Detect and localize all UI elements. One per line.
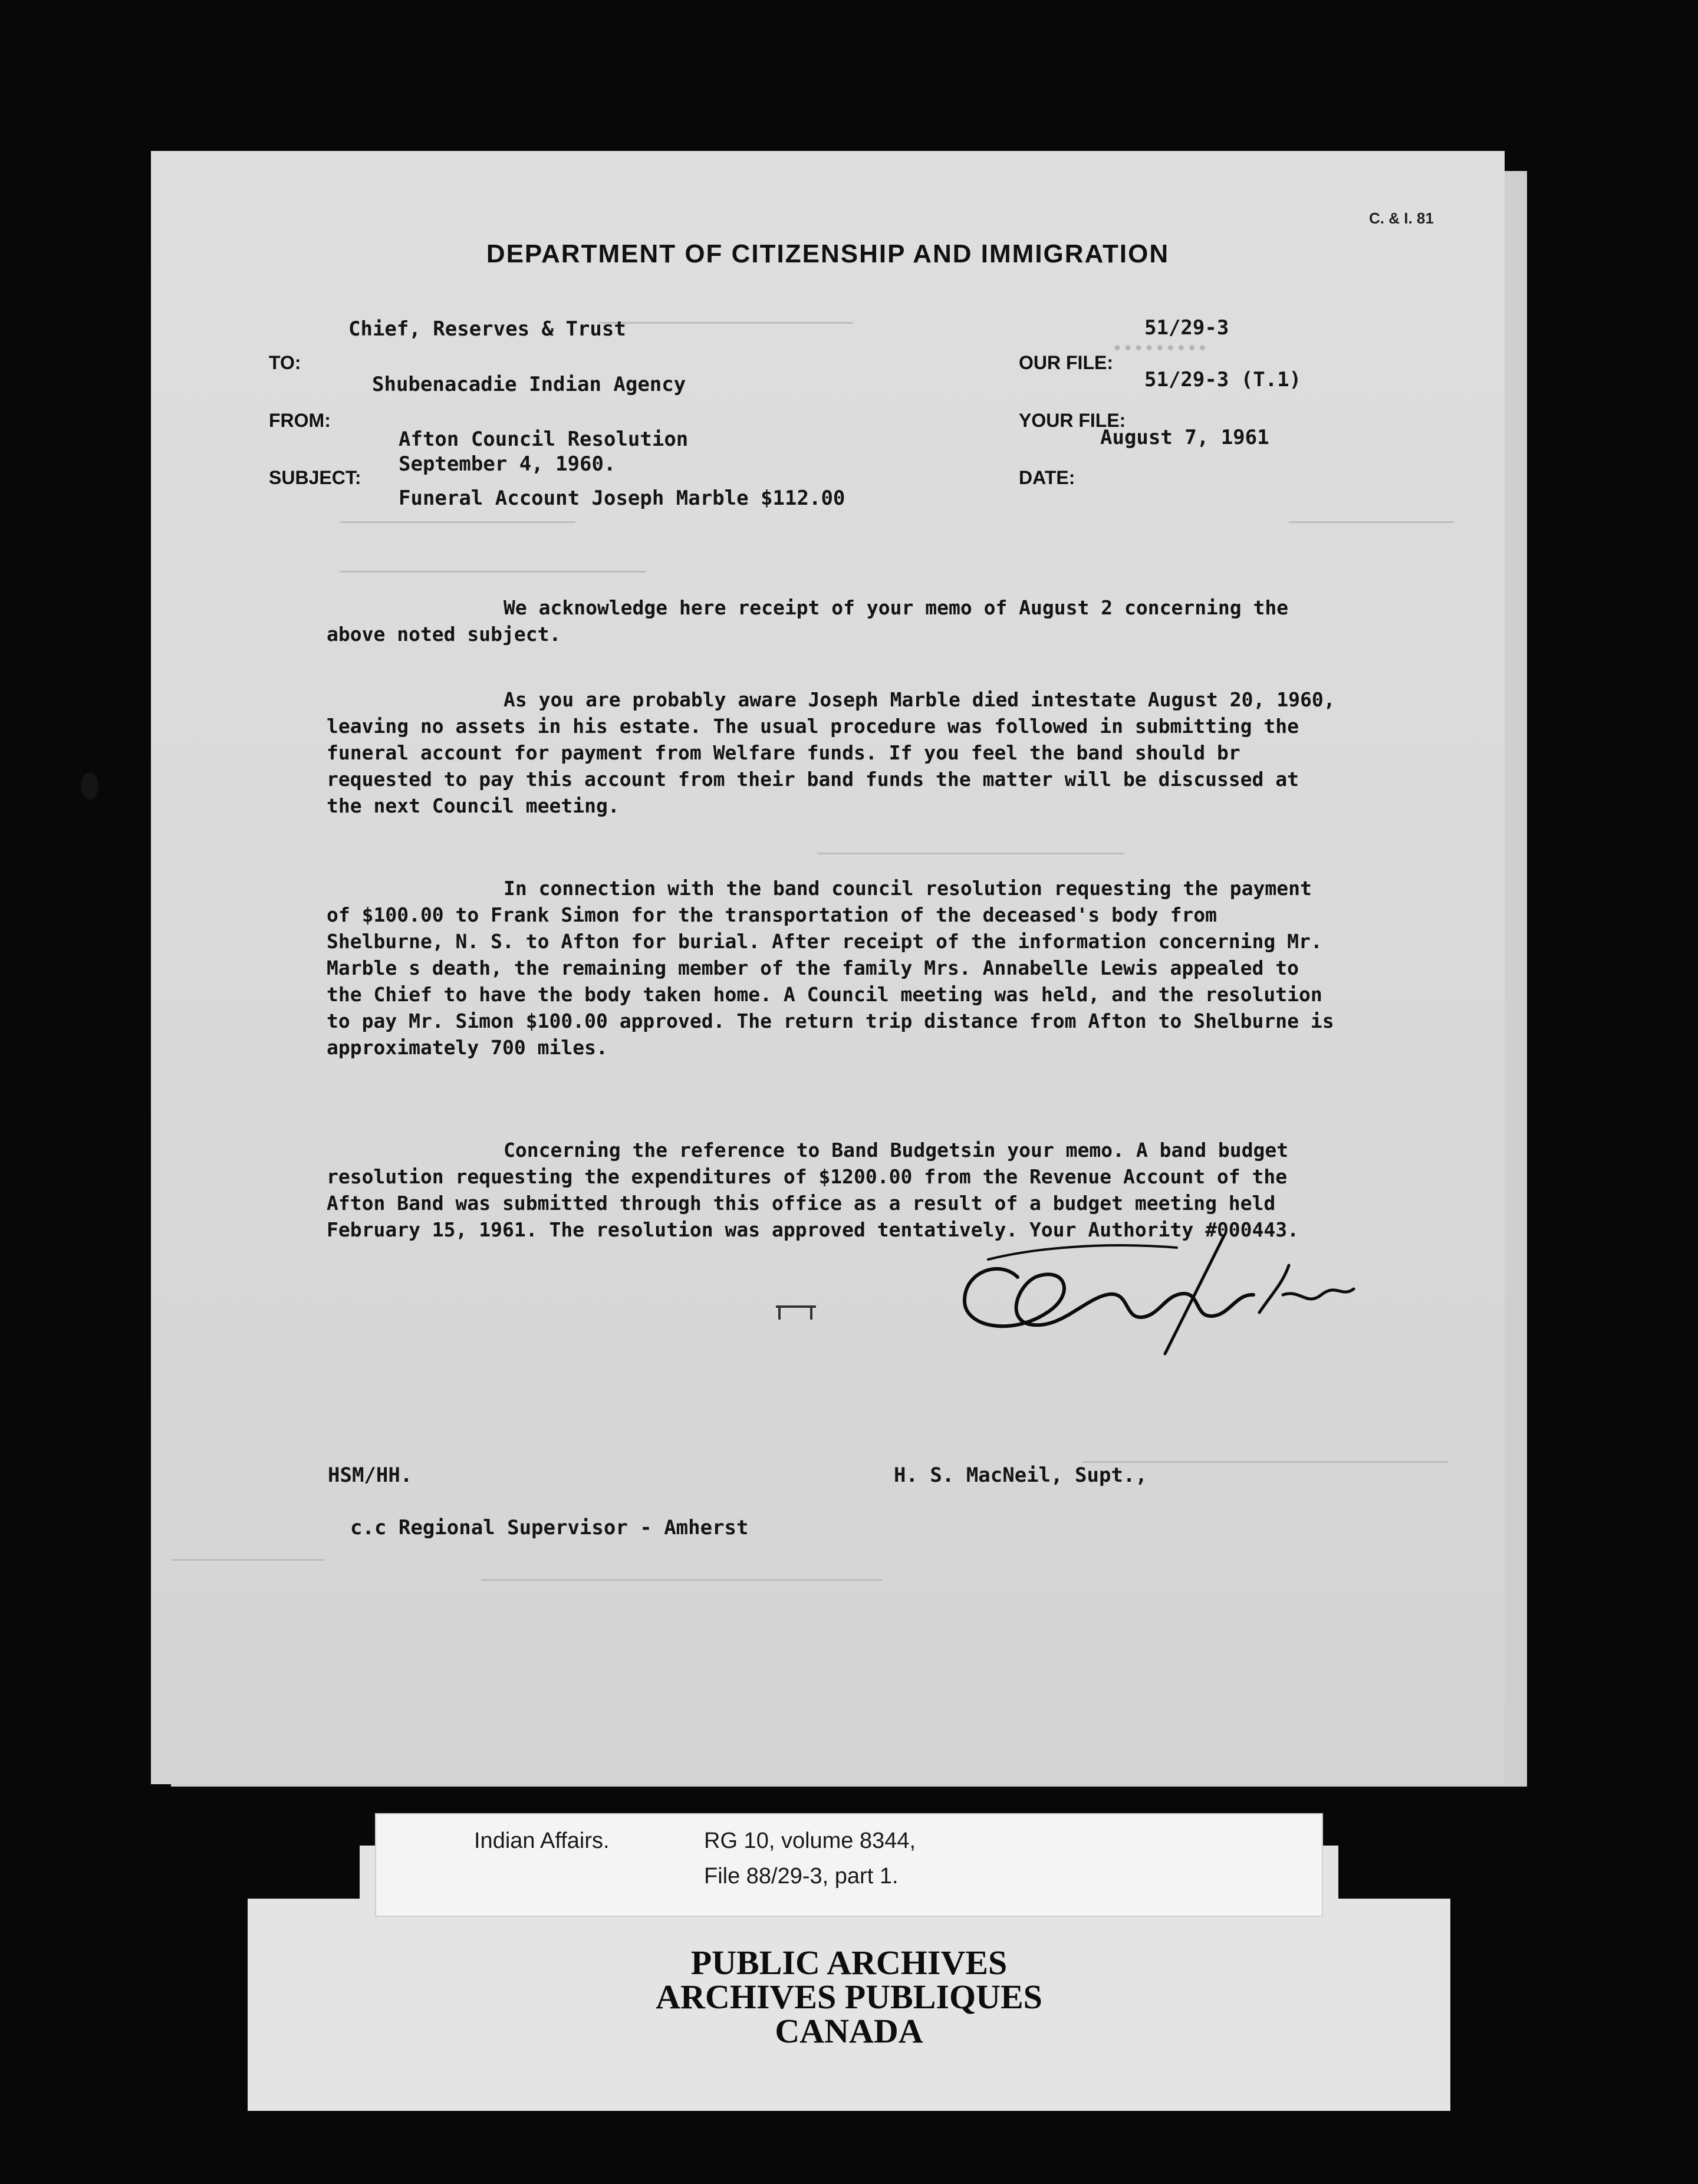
carbon-copy-line: c.c Regional Supervisor - Amherst [350, 1516, 749, 1540]
memo-paragraph-1 [327, 594, 1341, 647]
memo-paragraph-3 [327, 875, 1341, 1061]
paragraph-text: Concerning the reference to Band Budgetsin your memo. A band budget resolution requesting the expenditures of $1200.00 from the Revenue Account of the Afton Band was submitted through this office as a result of a budget meeting held February 15, 1961. The resolution was approved tentatively. Your Authority #000443. [327, 1139, 1299, 1241]
our-file-value-2: 51/29-3 (T.1) [1144, 368, 1302, 392]
bleed-through [1289, 521, 1454, 523]
form-code: C. & I. 81 [1369, 209, 1434, 227]
archive-file: File 88/29-3, part 1. [704, 1864, 899, 1889]
folder-notch [248, 1846, 360, 1899]
folder-notch [1338, 1846, 1450, 1899]
memo-paragraph-2 [327, 686, 1341, 819]
archive-reference-card [375, 1813, 1323, 1917]
handwritten-signature [929, 1224, 1377, 1360]
pencil-tick-mark [775, 1302, 822, 1325]
subject-line-1: Afton Council Resolution [399, 427, 689, 451]
archives-stamp-line-2: ARCHIVES PUBLIQUES [656, 1978, 1042, 2016]
paragraph-text: In connection with the band council resolution requesting the payment of $100.00 to Frank Simon for the transportation of the deceased's body from Shelburne, N. S. to Afton for burial. After receipt of the information concerning Mr. Marble s death, the remaining member of the family Mrs. Annabelle Lewis appealed to the Chief to have the body taken home. A Council meeting was held, and the resolution to pay Mr. Simon $100.00 approved. The return trip distance from Afton to Shelburne is approximately 700 miles. [327, 877, 1334, 1059]
bleed-through [171, 1559, 324, 1561]
bleed-through [340, 521, 575, 523]
our-file-value-1: 51/29-3 [1144, 316, 1229, 340]
bleed-through [599, 322, 853, 324]
bleed-through [1082, 1461, 1448, 1463]
punch-hole [81, 772, 98, 800]
bleed-through [481, 1579, 882, 1581]
typist-initials: HSM/HH. [328, 1463, 413, 1487]
from-value: Shubenacadie Indian Agency [372, 373, 686, 396]
to-value: Chief, Reserves & Trust [348, 317, 626, 341]
our-file-label: OUR FILE: [1019, 352, 1113, 373]
subject-line-3: Funeral Account Joseph Marble $112.00 [399, 486, 845, 510]
subject-line-2: September 4, 1960. [399, 452, 616, 476]
archives-stamp-line-3: CANADA [775, 2012, 923, 2050]
date-label: DATE: [1019, 467, 1075, 488]
from-label: FROM: [269, 410, 331, 431]
archive-source: Indian Affairs. [474, 1828, 610, 1853]
signer-name: H. S. MacNeil, Supt., [894, 1463, 1147, 1487]
archive-volume: RG 10, volume 8344, [704, 1828, 916, 1853]
archives-stamp-line-1: PUBLIC ARCHIVES [690, 1943, 1008, 1982]
paragraph-text: We acknowledge here receipt of your memo of August 2 concerning the above noted subject. [327, 596, 1289, 646]
to-label: TO: [269, 352, 301, 373]
bleed-through: ••••••••• [1112, 338, 1208, 359]
paragraph-text: As you are probably aware Joseph Marble died intestate August 20, 1960, leaving no assets in his estate. The usual procedure was followed in submitting the funeral account for payment from Welfare funds. If you feel the band should br requested to pay this account from their band funds the matter will be discussed at the next Council meeting. [327, 688, 1335, 817]
bleed-through [340, 571, 646, 573]
bleed-through [817, 853, 1124, 854]
your-file-label: YOUR FILE: [1019, 410, 1126, 431]
department-heading: DEPARTMENT OF CITIZENSHIP AND IMMIGRATION [486, 239, 1170, 268]
date-value: August 7, 1961 [1100, 426, 1269, 449]
memo-sheet [151, 151, 1505, 1784]
subject-label: SUBJECT: [269, 467, 361, 488]
